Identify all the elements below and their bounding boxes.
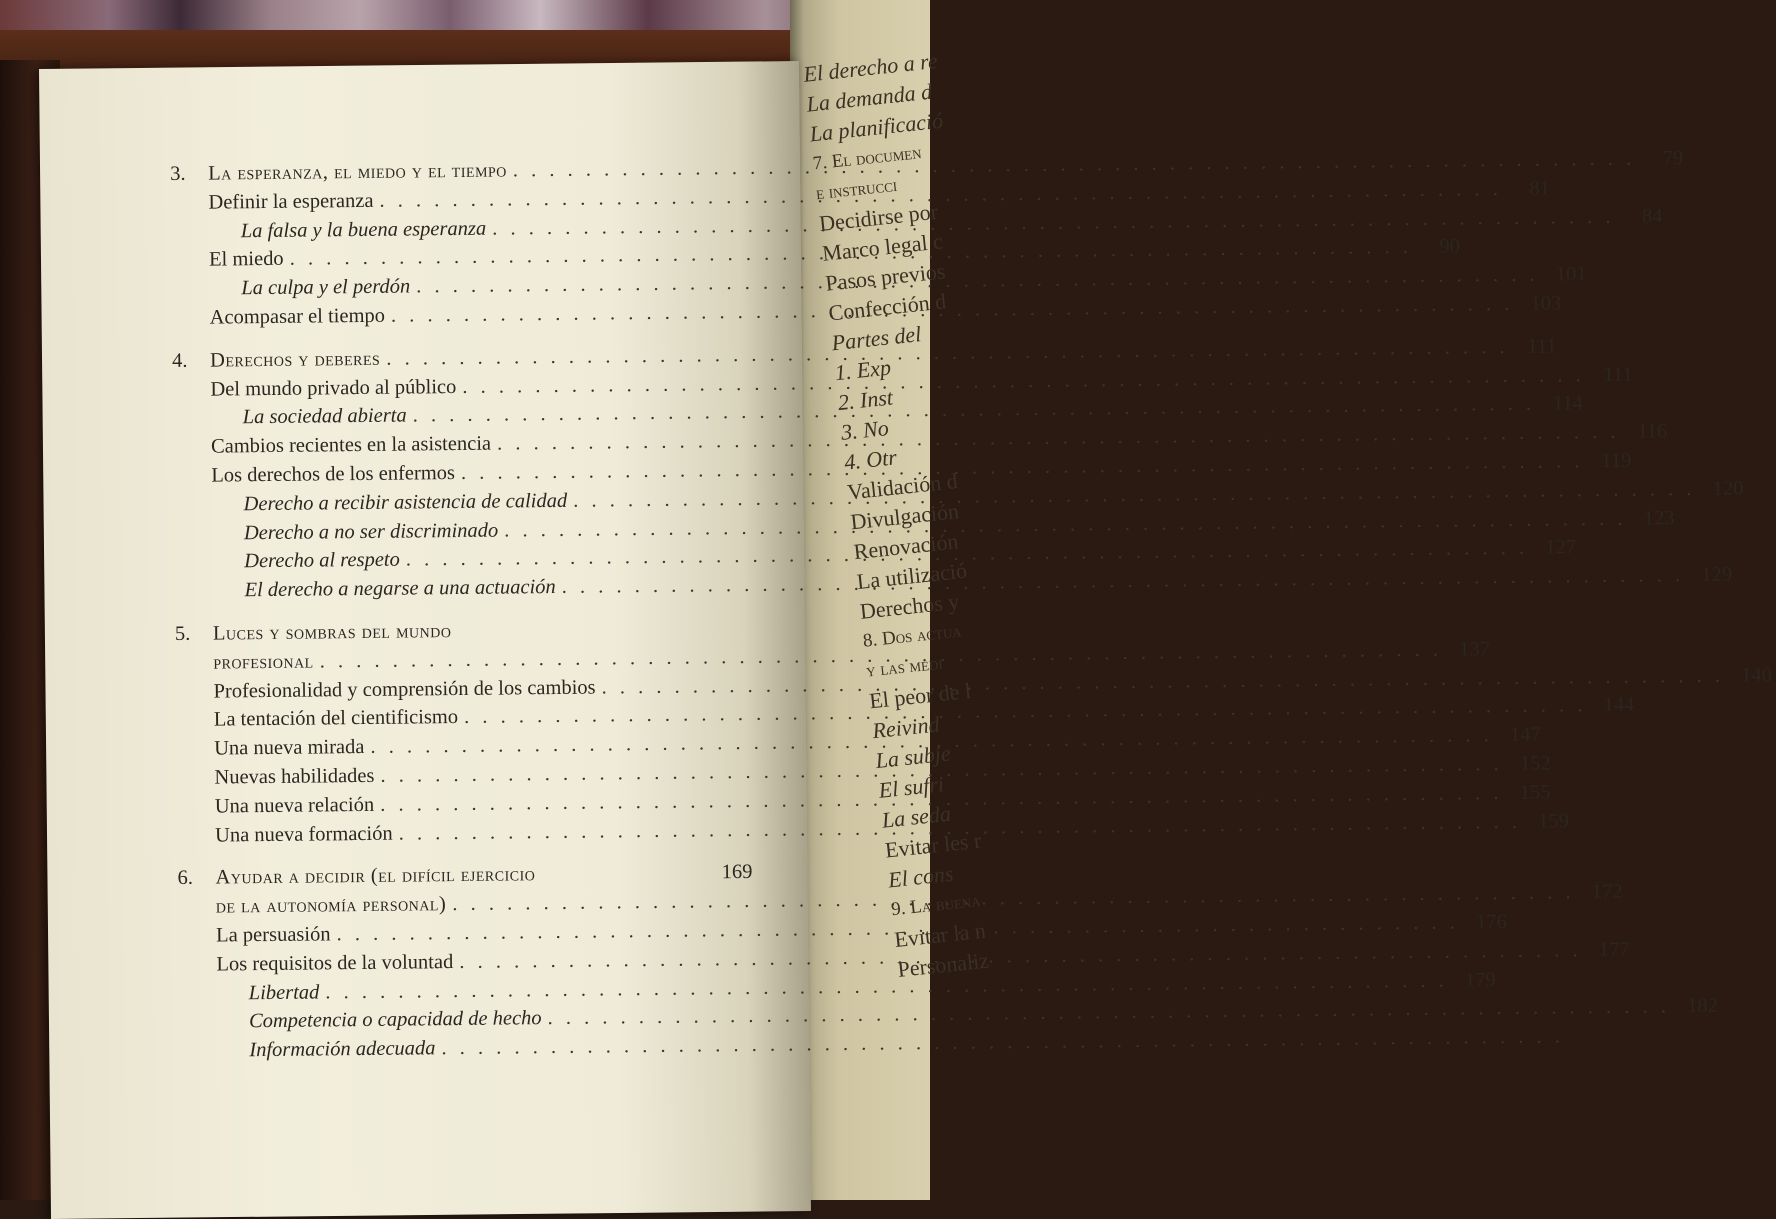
page-number: 144 bbox=[1592, 691, 1634, 720]
toc-entry-title: Nuevas habilidades bbox=[176, 762, 374, 793]
toc-entry-title: profesional bbox=[175, 647, 314, 677]
page-number: 111 bbox=[1514, 332, 1556, 361]
toc-entry-title: La tentación del cientificismo bbox=[176, 703, 458, 735]
toc-section bbox=[177, 858, 754, 1066]
toc-entry-title: Los requisitos de la voluntad bbox=[178, 948, 453, 980]
toc-entry-title: Derecho a recibir asistencia de calidad bbox=[173, 487, 567, 520]
right-page-line: Partes del bbox=[830, 314, 972, 358]
toc-entry-title: Del mundo privado al público bbox=[172, 373, 456, 405]
toc-entry-title: de la autonomía personal) bbox=[178, 890, 447, 922]
toc-entry bbox=[179, 1031, 754, 1066]
toc-entry-title: Acompasar el tiempo bbox=[172, 302, 386, 333]
toc-entry-title: Los derechos de los enfermos bbox=[173, 459, 455, 491]
toc-entry-title: Cambios recientes en la asistencia bbox=[173, 430, 491, 462]
right-page-line: Decidirse por bbox=[818, 195, 960, 239]
right-page-line: El derecho a re bbox=[802, 45, 944, 89]
right-page-line: Evitar la n bbox=[893, 911, 1035, 955]
right-page-line: e instrucci bbox=[815, 165, 957, 209]
page-number: 103 bbox=[1519, 289, 1561, 318]
right-page-line: 7. El documen bbox=[811, 135, 953, 179]
page-number: 120 bbox=[1701, 474, 1743, 503]
page-number: 155 bbox=[1508, 778, 1550, 807]
toc-entry-title: Libertad bbox=[179, 978, 320, 1008]
toc-entry-title: Ayudar a decidir (el difícil ejercicio bbox=[177, 861, 535, 894]
toc-entry bbox=[172, 298, 747, 333]
toc-entry-title: Definir la esperanza bbox=[170, 187, 373, 218]
right-page-line: Derechos y bbox=[858, 582, 1000, 626]
page-number: 182 bbox=[1676, 992, 1718, 1021]
page-number: 169 bbox=[710, 858, 752, 887]
right-page-line: La subje bbox=[874, 732, 1016, 776]
right-page-line: La planificació bbox=[808, 105, 950, 149]
page-number: 152 bbox=[1509, 750, 1551, 779]
table-of-contents bbox=[170, 154, 755, 1080]
page-number: 127 bbox=[1534, 534, 1576, 563]
toc-entry-title: Derecho a no ser discriminado bbox=[174, 516, 499, 548]
page-number: 176 bbox=[1465, 908, 1507, 937]
toc-entry-title: La falsa y la buena esperanza bbox=[171, 214, 487, 246]
right-page-line: Reivind bbox=[871, 702, 1013, 746]
toc-entry-title: La esperanza, el miedo y el tiempo bbox=[170, 156, 507, 188]
page-number: 116 bbox=[1625, 418, 1667, 447]
right-page-line: y las medi bbox=[865, 642, 1007, 686]
chapter-number: 3. bbox=[170, 160, 200, 189]
right-page-line: La seda bbox=[880, 791, 1022, 835]
chapter-number: 6. bbox=[177, 864, 207, 893]
page-number: 119 bbox=[1589, 447, 1631, 476]
page-number: 159 bbox=[1527, 807, 1569, 836]
right-page-line: El sufri bbox=[877, 761, 1019, 805]
right-page-line: La utilizació bbox=[855, 553, 997, 597]
page-number: 129 bbox=[1690, 561, 1732, 590]
toc-entry-title: Una nueva mirada bbox=[176, 733, 365, 764]
dot-leader bbox=[541, 879, 704, 881]
toc-section bbox=[175, 614, 752, 850]
toc-entry-title: La sociedad abierta bbox=[173, 402, 407, 433]
chapter-number: 4. bbox=[172, 346, 202, 375]
right-page-line: 3. No bbox=[840, 403, 982, 447]
page-number: 172 bbox=[1580, 878, 1622, 907]
toc-entry-title: Luces y sombras del mundo bbox=[175, 617, 452, 649]
right-page-line: Marco legal c bbox=[821, 224, 963, 268]
right-page-line: Personaliz bbox=[896, 940, 1038, 984]
page-number: 79 bbox=[1641, 144, 1683, 173]
chapter-number: 5. bbox=[175, 620, 205, 649]
right-page-line: 8. Dos actua bbox=[862, 612, 1004, 656]
toc-section bbox=[170, 154, 747, 333]
right-page-line: 2. Inst bbox=[836, 374, 978, 418]
page-number: 101 bbox=[1544, 260, 1586, 289]
toc-entry-title: Información adecuada bbox=[179, 1034, 435, 1065]
page-number: 140 bbox=[1730, 661, 1772, 690]
dot-leader bbox=[457, 634, 702, 637]
toc-entry-title: Una nueva formación bbox=[177, 819, 393, 850]
right-page-line: 1. Exp bbox=[833, 344, 975, 388]
right-page-line: El peor de l bbox=[868, 672, 1010, 716]
page-number: 84 bbox=[1620, 202, 1662, 231]
toc-entry-title: Derechos y deberes bbox=[172, 345, 380, 376]
toc-entry-title: Una nueva relación bbox=[177, 791, 375, 822]
right-page-line: El cons bbox=[887, 851, 1029, 895]
toc-entry-title: El derecho a negarse a una actuación bbox=[174, 573, 556, 606]
right-page-line: Divulgación bbox=[849, 493, 991, 537]
page-number: 179 bbox=[1454, 966, 1496, 995]
toc-entry-title: La persuasión bbox=[178, 920, 331, 950]
right-page-line: Confección d bbox=[827, 284, 969, 328]
right-page-line: La demanda d bbox=[805, 75, 947, 119]
toc-entry-title: La culpa y el perdón bbox=[171, 273, 410, 304]
toc-entry bbox=[177, 815, 752, 850]
toc-section bbox=[172, 341, 750, 606]
right-page-line: Renovación bbox=[852, 523, 994, 567]
right-page-line: 9. La buena bbox=[890, 881, 1032, 925]
page-number: 123 bbox=[1632, 504, 1674, 533]
right-page-line: Pasos previos bbox=[824, 254, 966, 298]
toc-entry-title: Profesionalidad y comprensión de los cambios bbox=[175, 673, 595, 706]
right-page-line: 4. Otr bbox=[843, 433, 985, 477]
toc-entry-title: Derecho al respeto bbox=[174, 546, 400, 577]
toc-entry bbox=[174, 571, 749, 606]
right-page-line: Evitar les r bbox=[884, 821, 1026, 865]
page-number: 81 bbox=[1508, 174, 1550, 203]
page-number: 137 bbox=[1448, 635, 1490, 664]
toc-entry-title: El miedo bbox=[171, 245, 284, 275]
page-number: 90 bbox=[1418, 233, 1460, 262]
page-number: 114 bbox=[1541, 390, 1583, 419]
page-number: 177 bbox=[1587, 935, 1629, 964]
toc-entry-title: Competencia o capacidad de hecho bbox=[179, 1004, 542, 1037]
right-page-line: Validación d bbox=[846, 463, 988, 507]
page-number: 111 bbox=[1591, 360, 1633, 389]
page-number: 147 bbox=[1499, 721, 1541, 750]
